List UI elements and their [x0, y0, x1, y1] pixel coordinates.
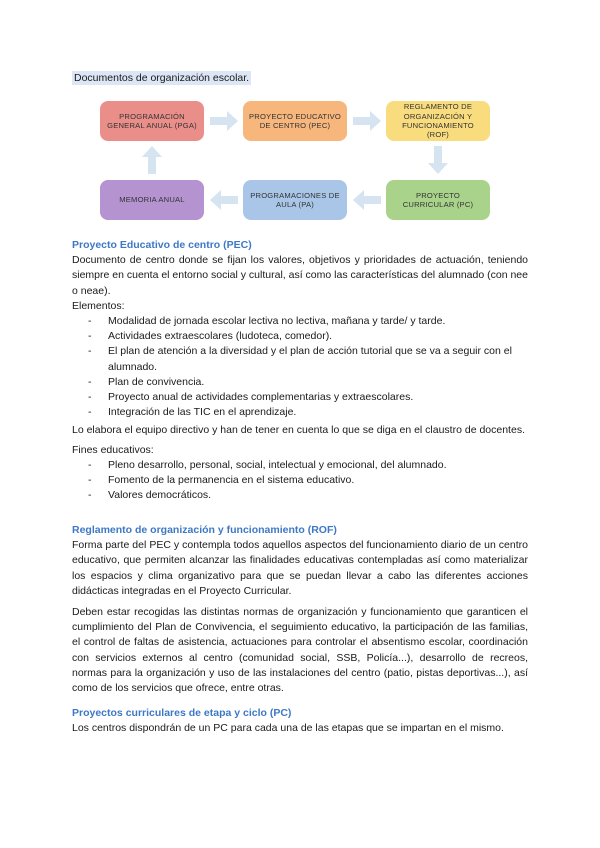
list-item: - Fomento de la permanencia en el sistema educativo. — [72, 473, 528, 488]
pc-section — [72, 706, 528, 736]
box-pc: PROYECTO CURRICULAR (PC) — [386, 180, 490, 220]
pec-heading: Proyecto Educativo de centro (PEC) — [72, 239, 252, 251]
arrow-right-icon — [353, 111, 381, 131]
pec-aims-label: Fines educativos: — [72, 443, 154, 456]
list-item: - Actividades extraescolares (ludoteca, comedor). — [72, 329, 528, 344]
pec-elements-list — [72, 314, 528, 420]
list-item: - Valores democráticos. — [72, 488, 528, 503]
box-ma: MEMORIA ANUAL — [100, 180, 204, 220]
rof-heading: Reglamento de organización y funcionamiento (ROF) — [72, 524, 337, 536]
pec-elaborated: Lo elabora el equipo directivo y han de tener en cuenta lo que se diga en el claustro de docentes. — [72, 424, 525, 437]
document-title: Documentos de organización escolar. — [74, 72, 250, 84]
box-pec: PROYECTO EDUCATIVO DE CENTRO (PEC) — [243, 101, 347, 141]
pc-heading: Proyectos curriculares de etapa y ciclo (PC) — [72, 707, 292, 719]
pec-elements-label: Elementos: — [72, 299, 125, 312]
arrow-right-icon — [210, 111, 238, 131]
pec-intro: Documento de centro donde se fijan los valores, objetivos y prioridades de actuación, teniendo siempre en cuenta el entorno social y cultural, así como las características del alumnado (con nee o neae). — [72, 254, 528, 297]
pec-section — [72, 238, 528, 503]
list-item: - Modalidad de jornada escolar lectiva no lectiva, mañana y tarde/ y tarde. — [72, 314, 528, 329]
list-item: - Integración de las TIC en el aprendizaje. — [72, 405, 528, 420]
arrow-up-icon — [142, 146, 162, 174]
rof-paragraph-1: Forma parte del PEC y contempla todos aquellos aspectos del funcionamiento diario de un centro educativo, que permiten alcanzar las finalidades educativas contempladas así como materializar los espacios y clima organizativo para que se puedan llevar a cabo las diferentes acciones didácticas integradas en el Proyecto Curricular. — [72, 539, 528, 597]
list-item: - El plan de atención a la diversidad y el plan de acción tutorial que se va a seguir con el alumnado. — [72, 344, 528, 374]
arrow-left-icon — [353, 190, 381, 210]
list-item: - Proyecto anual de actividades complementarias y extraescolares. — [72, 390, 528, 405]
rof-paragraph-2: Deben estar recogidas las distintas normas de organización y funcionamiento que garanticen el cumplimiento del Plan de Convivencia, el seguimiento educativo, la participación de las familias, el control de faltas de asistencia, actuaciones para controlar el absentismo escolar, coordinación con servicios externos al centro (comunidad social, SSB, Policía...), desarrollo de recreos, normas para la organización y uso de las instalaciones del centro (patio, pistas deportivas...), así como de los servicios que ofrece, entre otras. — [72, 606, 528, 695]
list-item: - Pleno desarrollo, personal, social, intelectual y emocional, del alumnado. — [72, 458, 528, 473]
arrow-down-icon — [428, 146, 448, 174]
rof-section — [72, 523, 528, 696]
list-item: - Plan de convivencia. — [72, 375, 528, 390]
box-pa: PROGRAMACIONES DE AULA (PA) — [243, 180, 347, 220]
pc-paragraph-1: Los centros dispondrán de un PC para cada una de las etapas que se impartan en el mismo. — [72, 722, 504, 735]
box-pga: PROGRAMACIÓN GENERAL ANUAL (PGA) — [100, 101, 204, 141]
box-rof: REGLAMENTO DE ORGANIZACIÓN Y FUNCIONAMIENTO (ROF) — [386, 101, 490, 141]
arrow-left-icon — [210, 190, 238, 210]
pec-aims-list — [72, 458, 528, 504]
organization-diagram — [100, 101, 490, 221]
